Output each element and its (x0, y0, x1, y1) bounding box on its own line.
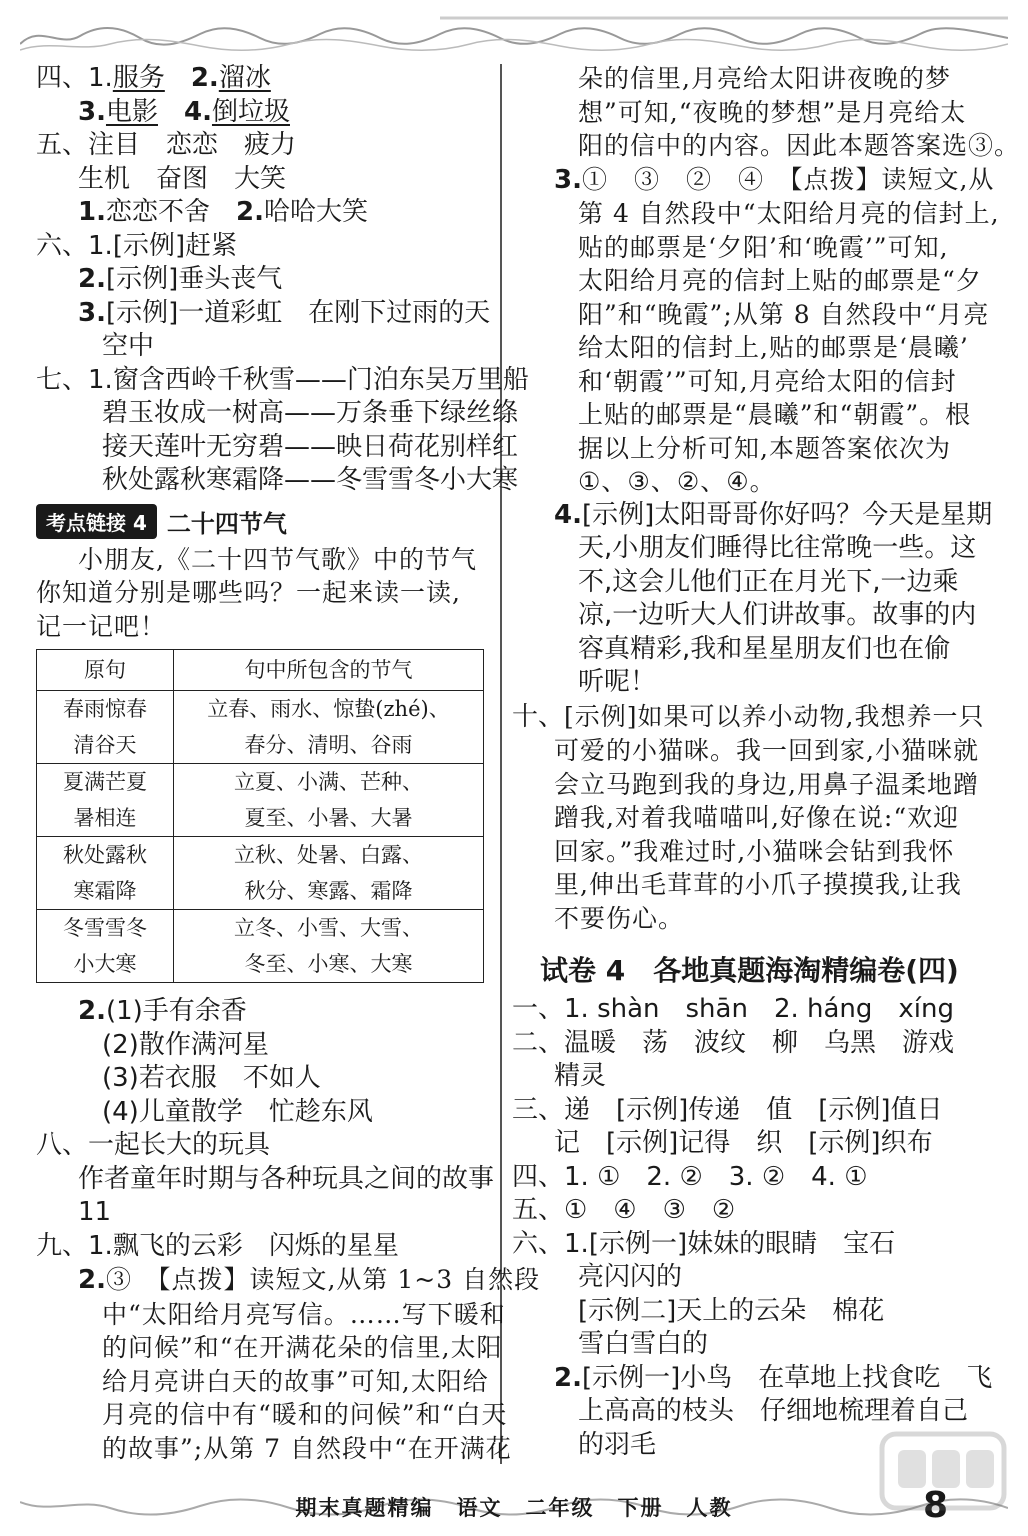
answer-q9-3-line3: 贴的邮票是‘夕阳’和‘晚霞’”可知, (578, 232, 949, 262)
table-cell: 立夏、小满、芒种、 夏至、小暑、大暑 (174, 764, 484, 837)
table-row (37, 691, 484, 764)
answer-s6-line2: 亮闪闪的 (578, 1262, 683, 1292)
watermark-logo-icon (878, 1426, 1008, 1516)
answer-q5-line2: 生机 奋图 大笑 (78, 163, 287, 194)
answer-q9-3-line8: 上贴的邮票是“晨曦”和“朝霞”。根 (578, 400, 972, 429)
answer-q4-line2: 3.电影 4.倒垃圾 (78, 96, 290, 127)
table-cell: 秋处露秋 寒霜降 (37, 837, 174, 910)
answer-q10-line5: 回家。”我难过时,小猫咪会钻到我怀 (554, 836, 955, 866)
answer-q9-3-line9: 据以上分析可知,本题答案依次为 (578, 433, 951, 463)
intro-line1: 小朋友,《二十四节气歌》中的节气 (78, 544, 477, 574)
answer-q7b-line2: (2)散作满河星 (102, 1029, 269, 1060)
footer-book-info: 期末真题精编 语文 二年级 下册 人教 (295, 1496, 733, 1520)
answer-q9-3-line7: 和‘朝霞’”可知,月亮给太阳的信封 (578, 366, 957, 396)
answer-q9-line4: 的问候”和“在开满花朵的信里,太阳 (102, 1333, 503, 1362)
answer-q6-line2: 2.[示例]垂头丧气 (78, 264, 283, 294)
left-column (36, 62, 541, 1465)
answer-q5-line3: 1.恋恋不舍 2.哈哈大笑 (78, 197, 368, 227)
answer-s6-line3: [示例二]天上的云朵 棉花 (578, 1295, 885, 1326)
answer-q7-line1: 七、1.窗含西岭千秋雪——门泊东吴万里船 (36, 364, 529, 395)
table-cell: 立春、雨水、惊蛰(zhé)、 春分、清明、谷雨 (174, 691, 484, 764)
answer-q8-line3: 11 (78, 1197, 112, 1227)
answer-q10-line2: 可爱的小猫咪。我一回到家,小猫咪就 (554, 736, 979, 765)
answer-s2-line2: 精灵 (554, 1061, 607, 1091)
solar-terms-table (36, 649, 484, 983)
table-cell: 夏满芒夏 暑相连 (37, 764, 174, 837)
page-number: 8 (922, 1485, 948, 1526)
cont-line3: 阳的信中的内容。因此本题答案选③。 (578, 131, 1021, 160)
right-column (512, 62, 1021, 1462)
cont-line2: 想”可知,“夜晚的梦想”是月亮给太 (578, 97, 967, 127)
answer-s2-line1: 二、温暖 荡 波纹 柳 乌黑 游戏 (512, 1027, 955, 1058)
top-border-decoration (20, 14, 1008, 54)
answer-q9-line7: 的故事”;从第 7 自然段中“在开满花 (102, 1433, 512, 1463)
table-header-row (37, 650, 484, 691)
answer-q9-4-line4: 凉,一边听大人们讲故事。故事的内 (578, 600, 977, 630)
table-cell: 冬雪雪冬 小大寒 (37, 910, 174, 983)
answer-q8-line2: 作者童年时期与各种玩具之间的故事 (78, 1163, 495, 1194)
answer-q9-3-line10: ①、③、②、④。 (578, 467, 776, 496)
table-row (37, 764, 484, 837)
answer-s6-line6: 上高高的枝头 仔细地梳理着自己 (578, 1396, 969, 1426)
table-row (37, 837, 484, 910)
table-cell: 春雨惊春 清谷天 (37, 691, 174, 764)
intro-line2: 你知道分别是哪些吗？一起来读一读, (36, 578, 461, 607)
answer-q6-line3: 3.[示例]一道彩虹 在刚下过雨的天 (78, 297, 491, 328)
intro-line3: 记一记吧！ (36, 611, 167, 641)
table-row (37, 910, 484, 983)
answer-q9-3-line4: 太阳给月亮的信封上贴的邮票是“夕 (578, 266, 982, 295)
answer-q7b-line1: 2.(1)手有余香 (78, 996, 247, 1026)
answer-q9-4-line1: 4.[示例]太阳哥哥你好吗？今天是星期 (554, 499, 993, 530)
table-cell: 立冬、小雪、大雪、 冬至、小寒、大寒 (174, 910, 484, 983)
answer-q10-line3: 会立马跑到我的身边,用鼻子温柔地蹭 (554, 769, 979, 799)
answer-s6-line4: 雪白雪白的 (578, 1329, 709, 1359)
knowledge-link-title: 二十四节气 (166, 509, 287, 538)
answer-q9-4-line5: 容真精彩,我和星星朋友们也在偷 (578, 633, 951, 664)
answer-q6-line4: 空中 (102, 331, 155, 361)
answer-q7-line4: 秋处露秋寒霜降——冬雪雪冬小大寒 (102, 465, 519, 495)
answer-q9-line3: 中“太阳给月亮写信。……写下暖和 (102, 1299, 506, 1329)
answer-q6-line1: 六、1.[示例]赶紧 (36, 230, 238, 261)
cont-line1: 朵的信里,月亮给太阳讲夜晚的梦 (578, 64, 951, 93)
answer-q7b-line4: (4)儿童散学 忙趁东风 (102, 1096, 373, 1127)
answer-q9-4-line2: 天,小朋友们睡得比往常晚一些。这 (578, 533, 977, 563)
answer-q7-line3: 接天莲叶无穷碧——映日荷花别样红 (102, 431, 519, 462)
answer-q8-line1: 八、一起长大的玩具 (36, 1130, 271, 1160)
answer-q9-line6: 月亮的信中有“暖和的问候”和“白天 (102, 1400, 508, 1429)
answer-q9-line1: 九、1.飘飞的云彩 闪烁的星星 (36, 1230, 399, 1261)
knowledge-link-header (36, 504, 492, 539)
answer-s6-line7: 的羽毛 (578, 1429, 657, 1460)
answer-s3-line1: 三、递 [示例]传递 值 [示例]值日 (512, 1094, 943, 1125)
answer-q4-line1: 四、1.服务 2.溜冰 (36, 63, 271, 93)
answer-s6-line1: 六、1.[示例一]妹妹的眼睛 宝石 (512, 1228, 896, 1259)
answer-s3-line2: 记 [示例]记得 织 [示例]织布 (554, 1128, 933, 1158)
column-divider (500, 64, 502, 1464)
answer-q9-line2: 2.③ 【点拨】读短文,从第 1~3 自然段 (78, 1265, 541, 1295)
answer-q9-3-line1: 3.① ③ ② ④ 【点拨】读短文,从 (554, 164, 995, 195)
answer-q9-line5: 给月亮讲白天的故事”可知,太阳给 (102, 1366, 489, 1396)
section-title: 试卷 4 各地真题海淘精编卷(四) (540, 954, 959, 987)
answer-q9-4-line6: 听呢！ (578, 667, 657, 697)
table-header-cell: 原句 (37, 650, 174, 691)
answer-q10-line6: 里,伸出毛茸茸的小爪子摸摸我,让我 (554, 870, 962, 899)
answer-s5: 五、① ④ ③ ② (512, 1195, 736, 1225)
answer-q9-3-line5: 阳”和“晚霞”;从第 8 自然段中“月亮 (578, 299, 990, 329)
answer-q9-3-line2: 第 4 自然段中“太阳给月亮的信封上, (578, 199, 1000, 228)
table-header-cell: 句中所包含的节气 (174, 650, 484, 691)
answer-q10-line7: 不要伤心。 (554, 903, 685, 933)
answer-q10-line4: 蹭我,对着我喵喵叫,好像在说:“欢迎 (554, 803, 960, 832)
answer-q7-line2: 碧玉妆成一树高——万条垂下绿丝绦 (102, 398, 519, 428)
knowledge-link-badge: 考点链接 4 (36, 504, 157, 539)
answer-q7b-line3: (3)若衣服 不如人 (102, 1063, 321, 1093)
answer-s4: 四、1. ① 2. ② 3. ② 4. ① (512, 1161, 868, 1192)
answer-q9-3-line6: 给太阳的信封上,贴的邮票是‘晨曦’ (578, 333, 969, 362)
answer-q9-4-line3: 不,这会儿他们正在月光下,一边乘 (578, 566, 959, 597)
answer-q5-line1: 五、注目 恋恋 疲力 (36, 130, 297, 160)
answer-s6-line5: 2.[示例一]小鸟 在草地上找食吃 飞 (554, 1362, 993, 1393)
answer-s1: 一、1. shàn shān 2. háng xíng (512, 994, 955, 1024)
answer-q10-line1: 十、[示例]如果可以养小动物,我想养一只 (512, 701, 985, 732)
table-cell: 立秋、处暑、白露、 秋分、寒露、霜降 (174, 837, 484, 910)
